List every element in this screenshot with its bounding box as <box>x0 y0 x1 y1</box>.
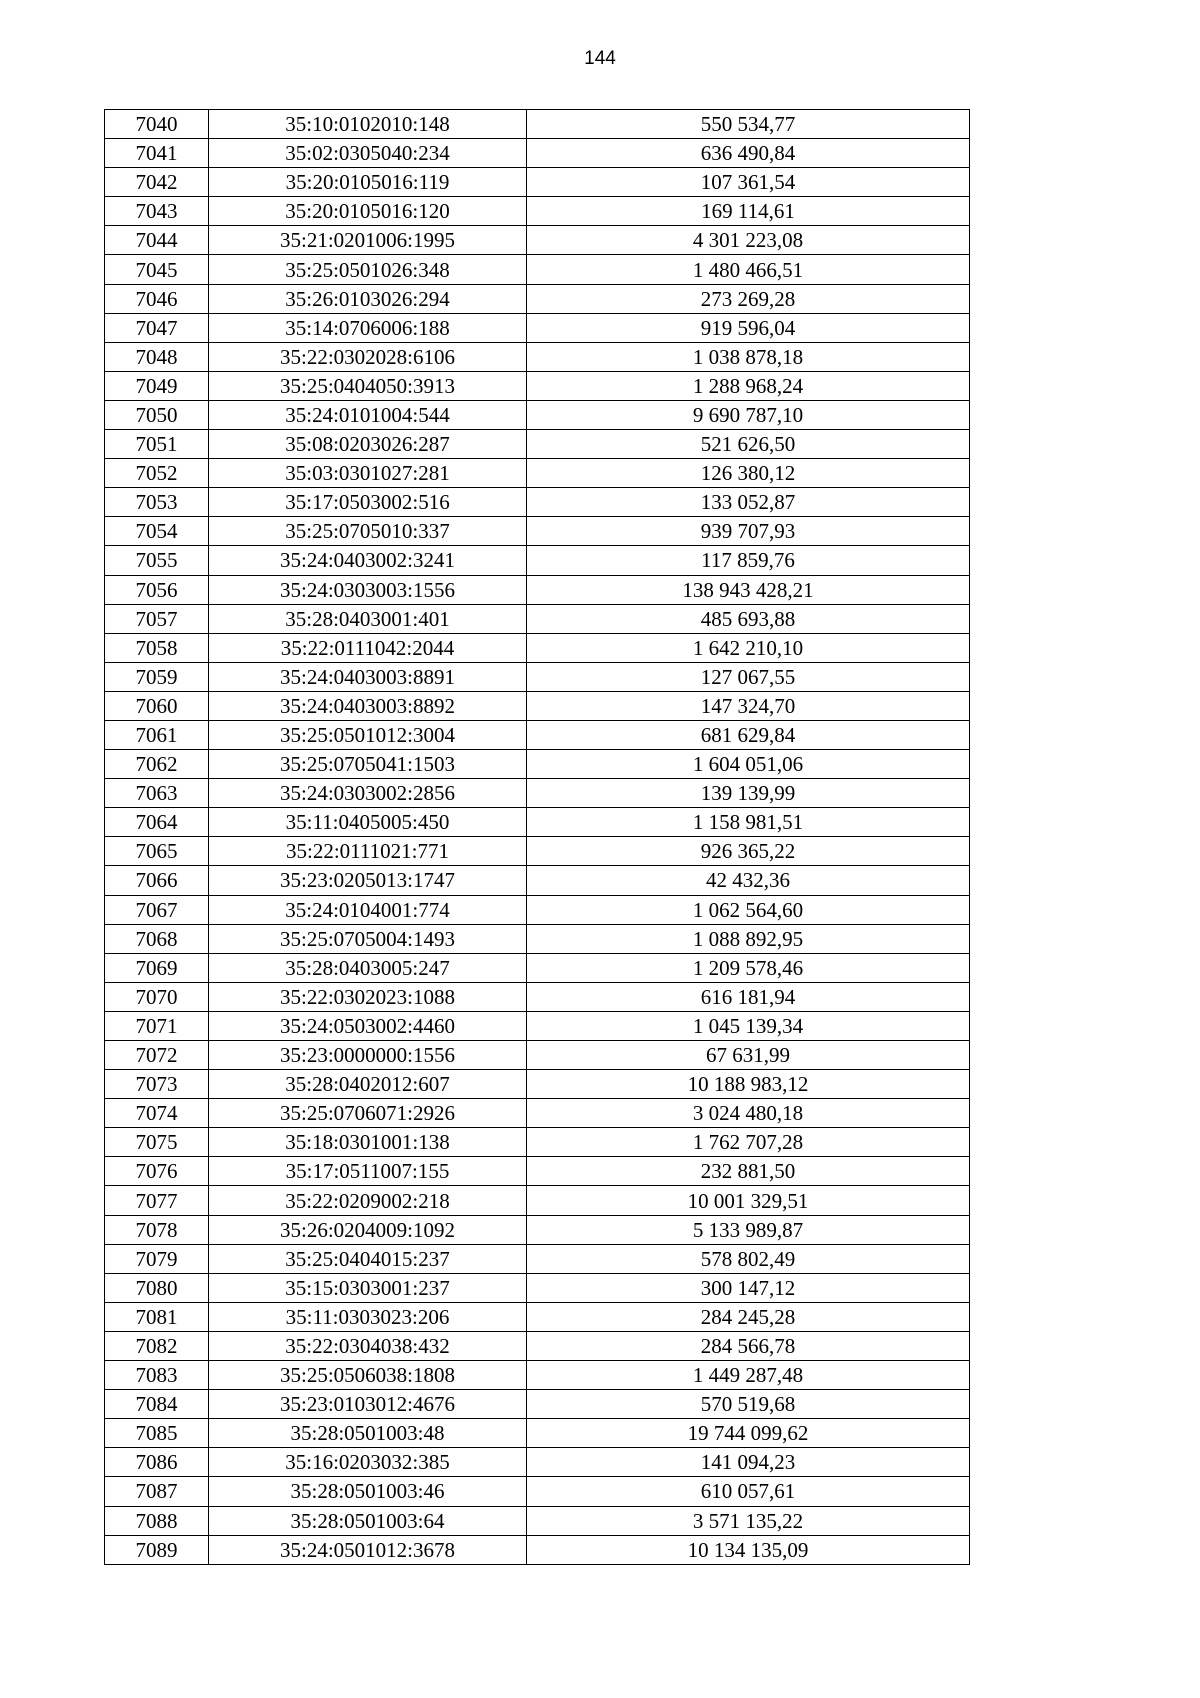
row-number-cell: 7047 <box>105 313 209 342</box>
table-row <box>105 313 970 342</box>
cadastral-value-cell: 147 324,70 <box>527 691 970 720</box>
page-number: 144 <box>584 48 616 69</box>
row-number-cell: 7055 <box>105 546 209 575</box>
row-number-cell: 7086 <box>105 1448 209 1477</box>
row-number-cell: 7067 <box>105 895 209 924</box>
cadastral-value-cell: 138 943 428,21 <box>527 575 970 604</box>
row-number-cell: 7065 <box>105 837 209 866</box>
row-number-cell: 7048 <box>105 342 209 371</box>
table-row <box>105 400 970 429</box>
table-row <box>105 139 970 168</box>
table-row <box>105 633 970 662</box>
cadastral-number-cell: 35:25:0705004:1493 <box>209 924 527 953</box>
row-number-cell: 7074 <box>105 1099 209 1128</box>
row-number-cell: 7054 <box>105 517 209 546</box>
cadastral-number-cell: 35:22:0209002:218 <box>209 1186 527 1215</box>
table-row <box>105 284 970 313</box>
cadastral-value-cell: 1 288 968,24 <box>527 371 970 400</box>
cadastral-number-cell: 35:28:0402012:607 <box>209 1070 527 1099</box>
cadastral-number-cell: 35:25:0705010:337 <box>209 517 527 546</box>
cadastral-value-cell: 141 094,23 <box>527 1448 970 1477</box>
cadastral-number-cell: 35:17:0511007:155 <box>209 1157 527 1186</box>
table-row <box>105 1011 970 1040</box>
cadastral-value-table <box>104 109 970 1565</box>
cadastral-value-cell: 485 693,88 <box>527 604 970 633</box>
cadastral-number-cell: 35:10:0102010:148 <box>209 110 527 139</box>
cadastral-value-cell: 521 626,50 <box>527 430 970 459</box>
table-row <box>105 953 970 982</box>
row-number-cell: 7060 <box>105 691 209 720</box>
cadastral-number-cell: 35:15:0303001:237 <box>209 1273 527 1302</box>
table-row <box>105 371 970 400</box>
cadastral-value-cell: 681 629,84 <box>527 720 970 749</box>
cadastral-value-cell: 107 361,54 <box>527 168 970 197</box>
cadastral-number-cell: 35:28:0403005:247 <box>209 953 527 982</box>
cadastral-value-cell: 133 052,87 <box>527 488 970 517</box>
cadastral-value-cell: 1 642 210,10 <box>527 633 970 662</box>
cadastral-value-cell: 1 762 707,28 <box>527 1128 970 1157</box>
cadastral-number-cell: 35:24:0403003:8891 <box>209 662 527 691</box>
table-row <box>105 255 970 284</box>
table-row <box>105 1041 970 1070</box>
cadastral-number-cell: 35:25:0404050:3913 <box>209 371 527 400</box>
table-row <box>105 110 970 139</box>
cadastral-value-cell: 232 881,50 <box>527 1157 970 1186</box>
row-number-cell: 7052 <box>105 459 209 488</box>
cadastral-number-cell: 35:24:0101004:544 <box>209 400 527 429</box>
cadastral-value-cell: 570 519,68 <box>527 1390 970 1419</box>
row-number-cell: 7045 <box>105 255 209 284</box>
cadastral-value-cell: 3 571 135,22 <box>527 1506 970 1535</box>
cadastral-number-cell: 35:28:0501003:64 <box>209 1506 527 1535</box>
row-number-cell: 7064 <box>105 808 209 837</box>
cadastral-number-cell: 35:22:0302028:6106 <box>209 342 527 371</box>
cadastral-value-cell: 1 038 878,18 <box>527 342 970 371</box>
table-row <box>105 1477 970 1506</box>
cadastral-value-cell: 169 114,61 <box>527 197 970 226</box>
row-number-cell: 7082 <box>105 1331 209 1360</box>
cadastral-value-cell: 4 301 223,08 <box>527 226 970 255</box>
cadastral-number-cell: 35:20:0105016:119 <box>209 168 527 197</box>
table-row <box>105 1361 970 1390</box>
table-row <box>105 1070 970 1099</box>
cadastral-number-cell: 35:25:0706071:2926 <box>209 1099 527 1128</box>
table-row <box>105 837 970 866</box>
cadastral-number-cell: 35:25:0506038:1808 <box>209 1361 527 1390</box>
table-row <box>105 1331 970 1360</box>
table-row <box>105 779 970 808</box>
cadastral-value-cell: 939 707,93 <box>527 517 970 546</box>
cadastral-number-cell: 35:24:0403003:8892 <box>209 691 527 720</box>
cadastral-number-cell: 35:24:0503002:4460 <box>209 1011 527 1040</box>
cadastral-number-cell: 35:20:0105016:120 <box>209 197 527 226</box>
table-row <box>105 895 970 924</box>
cadastral-value-cell: 127 067,55 <box>527 662 970 691</box>
cadastral-number-cell: 35:24:0303003:1556 <box>209 575 527 604</box>
cadastral-value-cell: 139 139,99 <box>527 779 970 808</box>
cadastral-value-cell: 1 158 981,51 <box>527 808 970 837</box>
cadastral-value-cell: 10 001 329,51 <box>527 1186 970 1215</box>
table-row <box>105 168 970 197</box>
cadastral-number-cell: 35:22:0302023:1088 <box>209 982 527 1011</box>
row-number-cell: 7063 <box>105 779 209 808</box>
cadastral-value-cell: 273 269,28 <box>527 284 970 313</box>
table-row <box>105 546 970 575</box>
row-number-cell: 7062 <box>105 750 209 779</box>
table-row <box>105 808 970 837</box>
cadastral-number-cell: 35:25:0501026:348 <box>209 255 527 284</box>
row-number-cell: 7088 <box>105 1506 209 1535</box>
table-row <box>105 488 970 517</box>
row-number-cell: 7061 <box>105 720 209 749</box>
table-row <box>105 1244 970 1273</box>
table-row <box>105 1302 970 1331</box>
cadastral-number-cell: 35:26:0204009:1092 <box>209 1215 527 1244</box>
cadastral-number-cell: 35:22:0111042:2044 <box>209 633 527 662</box>
row-number-cell: 7057 <box>105 604 209 633</box>
cadastral-value-cell: 42 432,36 <box>527 866 970 895</box>
table-row <box>105 982 970 1011</box>
cadastral-number-cell: 35:24:0501012:3678 <box>209 1535 527 1564</box>
cadastral-value-cell: 1 062 564,60 <box>527 895 970 924</box>
cadastral-number-cell: 35:25:0501012:3004 <box>209 720 527 749</box>
cadastral-number-cell: 35:28:0403001:401 <box>209 604 527 633</box>
row-number-cell: 7077 <box>105 1186 209 1215</box>
cadastral-number-cell: 35:02:0305040:234 <box>209 139 527 168</box>
table-row <box>105 1157 970 1186</box>
table-row <box>105 1215 970 1244</box>
cadastral-number-cell: 35:16:0203032:385 <box>209 1448 527 1477</box>
cadastral-number-cell: 35:24:0104001:774 <box>209 895 527 924</box>
cadastral-number-cell: 35:24:0303002:2856 <box>209 779 527 808</box>
cadastral-value-cell: 616 181,94 <box>527 982 970 1011</box>
cadastral-value-cell: 636 490,84 <box>527 139 970 168</box>
table-row <box>105 1128 970 1157</box>
table-row <box>105 1419 970 1448</box>
cadastral-value-cell: 284 245,28 <box>527 1302 970 1331</box>
table-row <box>105 691 970 720</box>
cadastral-value-cell: 19 744 099,62 <box>527 1419 970 1448</box>
cadastral-number-cell: 35:25:0705041:1503 <box>209 750 527 779</box>
cadastral-number-cell: 35:22:0304038:432 <box>209 1331 527 1360</box>
row-number-cell: 7070 <box>105 982 209 1011</box>
table-row <box>105 342 970 371</box>
row-number-cell: 7068 <box>105 924 209 953</box>
row-number-cell: 7085 <box>105 1419 209 1448</box>
row-number-cell: 7078 <box>105 1215 209 1244</box>
table-row <box>105 575 970 604</box>
cadastral-number-cell: 35:28:0501003:48 <box>209 1419 527 1448</box>
row-number-cell: 7040 <box>105 110 209 139</box>
cadastral-value-cell: 578 802,49 <box>527 1244 970 1273</box>
cadastral-value-cell: 1 045 139,34 <box>527 1011 970 1040</box>
cadastral-number-cell: 35:14:0706006:188 <box>209 313 527 342</box>
table-row <box>105 1099 970 1128</box>
cadastral-number-cell: 35:21:0201006:1995 <box>209 226 527 255</box>
cadastral-number-cell: 35:28:0501003:46 <box>209 1477 527 1506</box>
table-row <box>105 1390 970 1419</box>
row-number-cell: 7080 <box>105 1273 209 1302</box>
cadastral-number-cell: 35:11:0303023:206 <box>209 1302 527 1331</box>
table-row <box>105 1273 970 1302</box>
table-body <box>105 110 970 1565</box>
cadastral-number-cell: 35:25:0404015:237 <box>209 1244 527 1273</box>
cadastral-value-cell: 10 134 135,09 <box>527 1535 970 1564</box>
table-row <box>105 1186 970 1215</box>
row-number-cell: 7072 <box>105 1041 209 1070</box>
cadastral-value-cell: 1 088 892,95 <box>527 924 970 953</box>
table-row <box>105 1448 970 1477</box>
row-number-cell: 7056 <box>105 575 209 604</box>
cadastral-value-cell: 610 057,61 <box>527 1477 970 1506</box>
row-number-cell: 7084 <box>105 1390 209 1419</box>
row-number-cell: 7042 <box>105 168 209 197</box>
table-row <box>105 226 970 255</box>
table-row <box>105 430 970 459</box>
table-row <box>105 459 970 488</box>
row-number-cell: 7051 <box>105 430 209 459</box>
row-number-cell: 7066 <box>105 866 209 895</box>
row-number-cell: 7058 <box>105 633 209 662</box>
cadastral-value-cell: 300 147,12 <box>527 1273 970 1302</box>
cadastral-number-cell: 35:18:0301001:138 <box>209 1128 527 1157</box>
row-number-cell: 7079 <box>105 1244 209 1273</box>
table-row <box>105 750 970 779</box>
table-row <box>105 866 970 895</box>
cadastral-number-cell: 35:11:0405005:450 <box>209 808 527 837</box>
row-number-cell: 7076 <box>105 1157 209 1186</box>
table-row <box>105 720 970 749</box>
table-row <box>105 517 970 546</box>
cadastral-value-cell: 1 604 051,06 <box>527 750 970 779</box>
cadastral-value-cell: 1 480 466,51 <box>527 255 970 284</box>
cadastral-number-cell: 35:22:0111021:771 <box>209 837 527 866</box>
cadastral-value-cell: 126 380,12 <box>527 459 970 488</box>
table-row <box>105 662 970 691</box>
cadastral-number-cell: 35:23:0205013:1747 <box>209 866 527 895</box>
cadastral-value-cell: 3 024 480,18 <box>527 1099 970 1128</box>
row-number-cell: 7053 <box>105 488 209 517</box>
cadastral-value-cell: 1 449 287,48 <box>527 1361 970 1390</box>
table-row <box>105 1506 970 1535</box>
cadastral-number-cell: 35:24:0403002:3241 <box>209 546 527 575</box>
cadastral-number-cell: 35:17:0503002:516 <box>209 488 527 517</box>
table-row <box>105 197 970 226</box>
table-row <box>105 604 970 633</box>
row-number-cell: 7044 <box>105 226 209 255</box>
table-row <box>105 924 970 953</box>
table-row <box>105 1535 970 1564</box>
cadastral-value-cell: 9 690 787,10 <box>527 400 970 429</box>
row-number-cell: 7046 <box>105 284 209 313</box>
cadastral-value-cell: 926 365,22 <box>527 837 970 866</box>
cadastral-value-cell: 550 534,77 <box>527 110 970 139</box>
cadastral-value-cell: 1 209 578,46 <box>527 953 970 982</box>
row-number-cell: 7071 <box>105 1011 209 1040</box>
cadastral-number-cell: 35:08:0203026:287 <box>209 430 527 459</box>
row-number-cell: 7049 <box>105 371 209 400</box>
row-number-cell: 7089 <box>105 1535 209 1564</box>
cadastral-value-cell: 5 133 989,87 <box>527 1215 970 1244</box>
row-number-cell: 7083 <box>105 1361 209 1390</box>
cadastral-value-cell: 117 859,76 <box>527 546 970 575</box>
cadastral-number-cell: 35:23:0000000:1556 <box>209 1041 527 1070</box>
row-number-cell: 7050 <box>105 400 209 429</box>
row-number-cell: 7043 <box>105 197 209 226</box>
row-number-cell: 7069 <box>105 953 209 982</box>
cadastral-value-cell: 10 188 983,12 <box>527 1070 970 1099</box>
row-number-cell: 7081 <box>105 1302 209 1331</box>
row-number-cell: 7073 <box>105 1070 209 1099</box>
cadastral-value-cell: 284 566,78 <box>527 1331 970 1360</box>
cadastral-number-cell: 35:03:0301027:281 <box>209 459 527 488</box>
cadastral-number-cell: 35:23:0103012:4676 <box>209 1390 527 1419</box>
row-number-cell: 7041 <box>105 139 209 168</box>
row-number-cell: 7087 <box>105 1477 209 1506</box>
row-number-cell: 7059 <box>105 662 209 691</box>
cadastral-value-cell: 919 596,04 <box>527 313 970 342</box>
row-number-cell: 7075 <box>105 1128 209 1157</box>
cadastral-value-cell: 67 631,99 <box>527 1041 970 1070</box>
cadastral-number-cell: 35:26:0103026:294 <box>209 284 527 313</box>
